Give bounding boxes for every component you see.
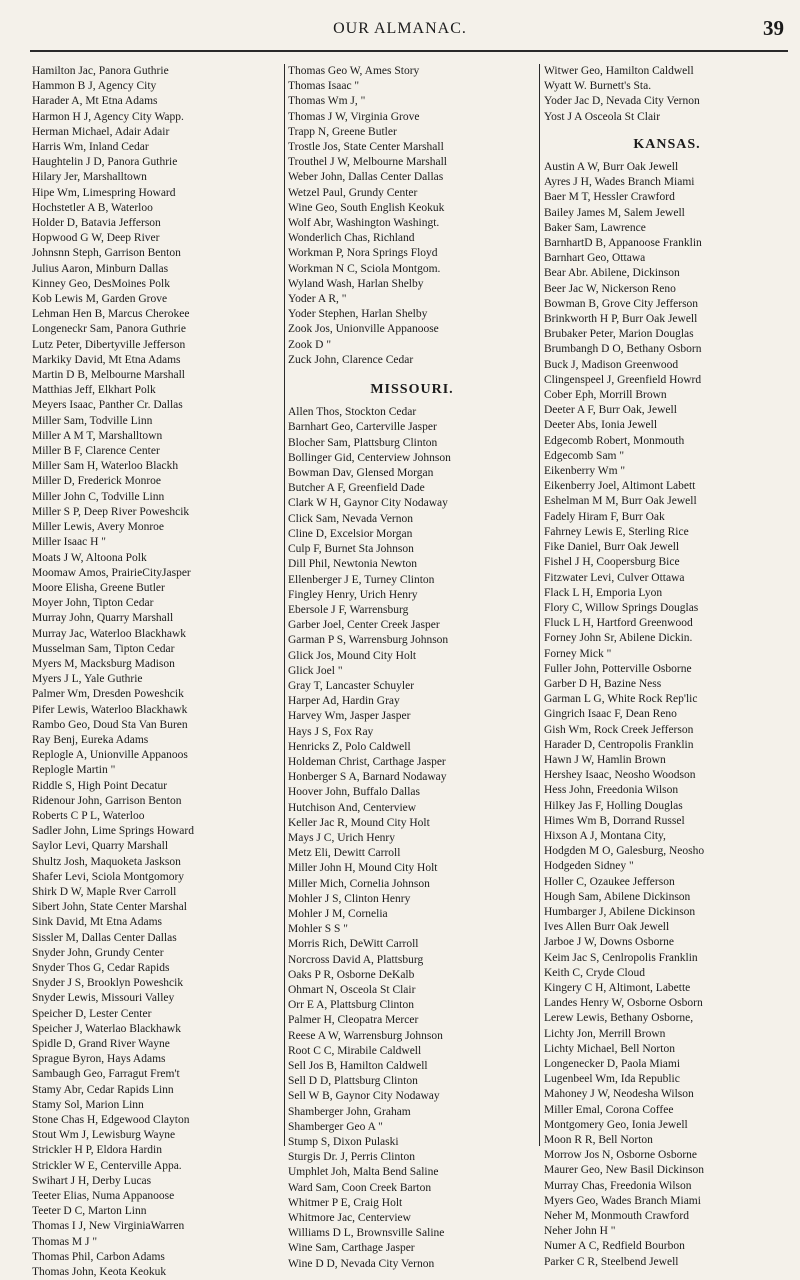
list-item: Hess John, Freedonia Wilson <box>544 784 679 797</box>
list-item: Lichty Jon, Merrill Brown <box>544 1027 666 1040</box>
list-item: Hipe Wm, Limespring Howard <box>32 186 176 199</box>
list-item: Replogle A, Unionville Appanoos <box>32 749 188 762</box>
list-item: Moore Elisha, Greene Butler <box>32 581 165 594</box>
list-item: Mohler S S " <box>288 923 348 936</box>
list-item: Wolf Abr, Washington Washingt. <box>288 217 440 230</box>
list-item: Sink David, Mt Etna Adams <box>32 916 163 929</box>
list-item: Teeter Elias, Numa Appanoose <box>32 1190 175 1203</box>
list-item: Shultz Josh, Maquoketa Jaskson <box>32 855 181 868</box>
list-item: Shirk D W, Maple Rver Carroll <box>32 885 177 898</box>
list-item: Wyatt W. Burnett's Sta. <box>544 80 652 93</box>
page-title: OUR ALMANAC. <box>333 20 467 37</box>
list-item: Miller John H, Mound City Holt <box>288 862 438 875</box>
list-item: Trouthel J W, Melbourne Marshall <box>288 156 447 169</box>
list-item: Gray T, Lancaster Schuyler <box>288 679 415 692</box>
list-item: Mohler J M, Cornelia <box>288 907 388 920</box>
list-item: Hodgeden Sidney " <box>544 860 634 873</box>
list-item: Brumbangh D O, Bethany Osborn <box>544 343 702 356</box>
list-item: Murray Chas, Freedonia Wilson <box>544 1179 692 1192</box>
list-item: Miller S P, Deep River Poweshcik <box>32 505 190 518</box>
list-item: Kob Lewis M, Garden Grove <box>32 293 168 306</box>
list-item: Thomas John, Keota Keokuk <box>32 1266 167 1279</box>
list-item: Maurer Geo, New Basil Dickinson <box>544 1164 705 1177</box>
list-item: Bowman Dav, Glensed Morgan <box>288 467 434 480</box>
list-item: Yoder A R, " <box>288 293 347 306</box>
list-item: Allen Thos, Stockton Cedar <box>288 406 417 419</box>
list-item: Sell W B, Gaynor City Nodaway <box>288 1090 440 1103</box>
list-item: Clark W H, Gaynor City Nodaway <box>288 497 448 510</box>
list-item: Fluck L H, Hartford Greenwood <box>544 617 693 630</box>
list-item: Miller Emal, Corona Coffee <box>544 1103 674 1116</box>
list-item: Thomas J W, Virginia Grove <box>288 110 420 123</box>
list-item: Ridenour John, Garrison Benton <box>32 794 182 807</box>
list-item: Hixson A J, Montana City, <box>544 829 666 842</box>
list-item: Harmon H J, Agency City Wapp. <box>32 110 184 123</box>
list-item: Kinney Geo, DesMoines Polk <box>32 277 170 290</box>
list-item: BarnhartD B, Appanoose Franklin <box>544 237 702 250</box>
list-item: Hays J S, Fox Ray <box>288 725 374 738</box>
list-item: Ward Sam, Coon Creek Barton <box>288 1181 432 1194</box>
list-item: Snyder Thos G, Cedar Rapids <box>32 961 170 974</box>
list-item: Hodgden M O, Galesburg, Neosho <box>544 845 705 858</box>
list-item: Williams D L, Brownsville Saline <box>288 1227 445 1240</box>
list-item: Flory C, Willow Springs Douglas <box>544 601 699 614</box>
list-item: Roberts C P L, Waterloo <box>32 809 145 822</box>
list-item: Longeneckr Sam, Panora Guthrie <box>32 323 186 336</box>
list-item: Musselman Sam, Tipton Cedar <box>32 642 175 655</box>
list-item: Garber Joel, Center Creek Jasper <box>288 619 440 632</box>
list-item: Martin D B, Melbourne Marshall <box>32 369 185 382</box>
list-item: Pifer Lewis, Waterloo Blackhawk <box>32 703 188 716</box>
list-item: Jarboe J W, Downs Osborne <box>544 936 675 949</box>
list-item: Keim Jac S, Cenlropolis Franklin <box>544 951 698 964</box>
list-item: Kingery C H, Altimont, Labette <box>544 981 691 994</box>
list-item: Moats J W, Altoona Polk <box>32 551 147 564</box>
list-item: Hawn J W, Hamlin Brown <box>544 753 666 766</box>
list-item: Sprague Byron, Hays Adams <box>32 1053 166 1066</box>
list-item: Metz Eli, Dewitt Carroll <box>288 847 401 860</box>
list-item: Longenecker D, Paola Miami <box>544 1058 681 1070</box>
entry-list <box>544 160 790 1270</box>
list-item: Hopwood G W, Deep River <box>32 232 160 245</box>
list-item: Fitzwater Levi, Culver Ottawa <box>544 571 685 584</box>
list-item: Fingley Henry, Urich Henry <box>288 588 418 601</box>
list-item: Wetzel Paul, Grundy Center <box>288 186 418 199</box>
list-item: Neher M, Monmouth Crawford <box>544 1210 690 1223</box>
list-item: Fuller John, Potterville Osborne <box>544 662 692 675</box>
list-item: Deeter A F, Burr Oak, Jewell <box>544 404 677 417</box>
list-item: Fahrney Lewis E, Sterling Rice <box>544 525 689 538</box>
list-item: Julius Aaron, Minburn Dallas <box>32 262 169 275</box>
list-item: Murray John, Quarry Marshall <box>32 612 174 625</box>
list-item: Speicher J, Waterlao Blackhawk <box>32 1022 181 1035</box>
list-item: Trostle Jos, State Center Marshall <box>288 141 444 154</box>
list-item: Moomaw Amos, PrairieCityJasper <box>32 566 191 579</box>
list-item: Harris Wm, Inland Cedar <box>32 141 149 154</box>
list-item: Wine Geo, South English Keokuk <box>288 201 445 214</box>
list-item: Oaks P R, Osborne DeKalb <box>288 968 415 981</box>
list-item: Holdeman Christ, Carthage Jasper <box>288 755 446 768</box>
list-item: Miller Mich, Cornelia Johnson <box>288 877 430 890</box>
list-item: Umphlet Joh, Malta Bend Saline <box>288 1166 439 1179</box>
entry-list <box>544 64 790 125</box>
list-item: Stamy Sol, Marion Linn <box>32 1098 144 1111</box>
list-item: Sell D D, Plattsburg Clinton <box>288 1075 418 1088</box>
section-heading-missouri: MISSOURI. <box>370 382 454 398</box>
list-item: Miller Sam, Todville Linn <box>32 414 153 427</box>
list-item: Thomas M J " <box>32 1235 98 1248</box>
list-item: Eikenberry Wm " <box>544 465 626 478</box>
list-item: Thomas Isaac " <box>288 80 360 93</box>
list-item: Lerew Lewis, Bethany Osborne, <box>544 1012 694 1025</box>
list-item: Cline D, Excelsior Morgan <box>288 527 413 540</box>
list-item: Palmer Wm, Dresden Poweshcik <box>32 688 184 701</box>
list-item: Wine Sam, Carthage Jasper <box>288 1242 415 1255</box>
column-divider <box>284 64 285 1146</box>
list-item: Clingenspeel J, Greenfield Howrd <box>544 373 702 386</box>
list-item: Sambaugh Geo, Farragut Frem't <box>32 1068 180 1081</box>
list-item: Lehman Hen B, Marcus Cherokee <box>32 308 190 321</box>
list-item: Thomas Wm J, " <box>288 95 366 108</box>
column-divider <box>539 64 540 1146</box>
list-item: Humbarger J, Abilene Dickinson <box>544 905 696 918</box>
list-item: Matthias Jeff, Elkhart Polk <box>32 384 156 397</box>
list-item: Forney John Sr, Abilene Dickin. <box>544 632 693 645</box>
list-item: Ebersole J F, Warrensburg <box>288 603 409 616</box>
list-item: Lichty Michael, Bell Norton <box>544 1042 675 1055</box>
list-item: Whitmore Jac, Centerview <box>288 1212 411 1225</box>
list-item: Eikenberry Joel, Altimont Labett <box>544 480 696 493</box>
list-item: Saylor Levi, Quarry Marshall <box>32 840 169 853</box>
list-item: Yoder Jac D, Nevada City Vernon <box>544 95 700 108</box>
list-item: Buck J, Madison Greenwood <box>544 358 679 371</box>
list-item: Brubaker Peter, Marion Douglas <box>544 328 694 341</box>
list-item: Austin A W, Burr Oak Jewell <box>544 161 679 174</box>
list-item: Miller Sam H, Waterloo Blackh <box>32 460 179 473</box>
list-item: Wyland Wash, Harlan Shelby <box>288 277 424 290</box>
header-rule <box>30 50 788 52</box>
list-item: Moyer John, Tipton Cedar <box>32 597 154 610</box>
list-item: Harper Ad, Hardin Gray <box>288 695 400 708</box>
list-item: Harader A, Mt Etna Adams <box>32 95 158 108</box>
list-item: Whitmer P E, Craig Holt <box>288 1196 403 1209</box>
list-item: Thomas I J, New VirginiaWarren <box>32 1220 185 1233</box>
list-item: Beer Jac W, Nickerson Reno <box>544 282 676 295</box>
list-item: Harader D, Centropolis Franklin <box>544 738 694 751</box>
list-item: Hamilton Jac, Panora Guthrie <box>32 65 169 77</box>
list-item: Morrow Jos N, Osborne Osborne <box>544 1149 697 1162</box>
list-item: Neher John H " <box>544 1225 616 1238</box>
column-2 <box>288 64 536 1270</box>
list-item: Keith C, Cryde Cloud <box>544 966 645 979</box>
page-number: 39 <box>763 16 784 40</box>
list-item: Stamy Abr, Cedar Rapids Linn <box>32 1083 174 1096</box>
list-item: Miller John C, Todville Linn <box>32 490 165 503</box>
list-item: Hilary Jer, Marshalltown <box>32 171 147 184</box>
list-item: Harvey Wm, Jasper Jasper <box>288 710 411 723</box>
list-item: Ohmart N, Osceola St Clair <box>288 983 416 996</box>
list-item: Strickler H P, Eldora Hardin <box>32 1144 162 1157</box>
list-item: Teeter D C, Marton Linn <box>32 1205 147 1218</box>
list-item: Dill Phil, Newtonia Newton <box>288 558 418 571</box>
list-item: Snyder John, Grundy Center <box>32 946 164 959</box>
list-item: Rambo Geo, Doud Sta Van Buren <box>32 718 188 731</box>
list-item: Mohler J S, Clinton Henry <box>288 892 411 905</box>
list-item: Miller B F, Clarence Center <box>32 445 160 458</box>
list-item: Lugenbeel Wm, Ida Republic <box>544 1073 680 1086</box>
list-item: Brinkworth H P, Burr Oak Jewell <box>544 313 698 326</box>
list-item: Palmer H, Cleopatra Mercer <box>288 1014 419 1027</box>
list-item: Bowman B, Grove City Jefferson <box>544 297 699 310</box>
list-item: Myers M, Macksburg Madison <box>32 657 175 670</box>
list-item: Holder D, Batavia Jefferson <box>32 217 161 230</box>
list-item: Blocher Sam, Plattsburg Clinton <box>288 436 438 449</box>
list-item: Gish Wm, Rock Creek Jefferson <box>544 723 694 736</box>
list-item: Keller Jac R, Mound City Holt <box>288 816 430 829</box>
list-item: Eshelman M M, Burr Oak Jewell <box>544 495 697 508</box>
list-item: Hilkey Jas F, Holling Douglas <box>544 799 683 812</box>
list-item: Morris Rich, DeWitt Carroll <box>288 938 419 951</box>
list-item: Fadely Hiram F, Burr Oak <box>544 510 665 523</box>
list-item: Wine D D, Nevada City Vernon <box>288 1257 435 1270</box>
list-item: Herman Michael, Adair Adair <box>32 125 170 138</box>
list-item: Fishel J H, Coopersburg Bice <box>544 556 680 569</box>
list-item: Witwer Geo, Hamilton Caldwell <box>544 65 694 77</box>
list-item: Gingrich Isaac F, Dean Reno <box>544 708 677 721</box>
list-item: Replogle Martin " <box>32 764 116 777</box>
list-item: Baer M T, Hessler Crawford <box>544 191 675 204</box>
list-item: Speicher D, Lester Center <box>32 1007 152 1020</box>
list-item: Ray Benj, Eureka Adams <box>32 733 149 746</box>
list-item: Bear Abr. Abilene, Dickinson <box>544 267 680 280</box>
list-item: Thomas Phil, Carbon Adams <box>32 1250 165 1263</box>
list-item: Reese A W, Warrensburg Johnson <box>288 1029 443 1042</box>
list-item: Parker C R, Steelbend Jewell <box>544 1255 679 1268</box>
list-item: Landes Henry W, Osborne Osborn <box>544 997 703 1010</box>
list-item: Orr E A, Plattsburg Clinton <box>288 999 414 1012</box>
entry-list <box>288 64 536 368</box>
list-item: Flack L H, Emporia Lyon <box>544 586 663 599</box>
list-item: Sell Jos B, Hamilton Caldwell <box>288 1060 428 1072</box>
list-item: Hochstetler A B, Waterloo <box>32 201 153 214</box>
list-item: Thomas Geo W, Ames Story <box>288 65 420 77</box>
list-item: Myers Geo, Wades Branch Miami <box>544 1194 701 1207</box>
list-item: Markiky David, Mt Etna Adams <box>32 353 181 366</box>
list-item: Johnsnn Steph, Garrison Benton <box>32 247 181 260</box>
list-item: Garman P S, Warrensburg Johnson <box>288 634 449 647</box>
list-item: Sadler John, Lime Springs Howard <box>32 825 194 838</box>
list-item: Sissler M, Dallas Center Dallas <box>32 931 177 944</box>
list-item: Forney Mick " <box>544 647 612 660</box>
list-item: Mahoney J W, Neodesha Wilson <box>544 1088 694 1101</box>
list-item: Culp F, Burnet Sta Johnson <box>288 543 414 556</box>
list-item: Weber John, Dallas Center Dallas <box>288 171 444 184</box>
list-item: Sturgis Dr. J, Perris Clinton <box>288 1151 415 1164</box>
list-item: Garber D H, Bazine Ness <box>544 677 662 690</box>
list-item: Stout Wm J, Lewisburg Wayne <box>32 1129 176 1142</box>
list-item: Workman N C, Sciola Montgom. <box>288 262 441 275</box>
list-item: Numer A C, Redfield Bourbon <box>544 1240 685 1253</box>
list-item: Glick Jos, Mound City Holt <box>288 649 417 662</box>
list-item: Shamberger John, Graham <box>288 1105 411 1118</box>
list-item: Click Sam, Nevada Vernon <box>288 512 413 525</box>
list-item: Stone Chas H, Edgewood Clayton <box>32 1114 190 1127</box>
list-item: Swihart J H, Derby Lucas <box>32 1174 152 1187</box>
list-item: Ayres J H, Wades Branch Miami <box>544 176 695 189</box>
list-item: Hammon B J, Agency City <box>32 80 157 93</box>
list-item: Barnhart Geo, Ottawa <box>544 252 646 265</box>
list-item: Himes Wm B, Dorrand Russel <box>544 814 685 827</box>
list-item: Shamberger Geo A " <box>288 1120 383 1133</box>
list-item: Butcher A F, Greenfield Dade <box>288 482 425 495</box>
list-item: Snyder Lewis, Missouri Valley <box>32 992 175 1005</box>
list-item: Edgecomb Sam " <box>544 449 625 462</box>
list-item: Sibert John, State Center Marshal <box>32 901 187 914</box>
list-item: Bollinger Gid, Centerview Johnson <box>288 451 451 464</box>
list-item: Glick Joel " <box>288 664 343 677</box>
list-item: Honberger S A, Barnard Nodaway <box>288 771 447 784</box>
column-3 <box>544 64 790 1268</box>
list-item: Myers J L, Yale Guthrie <box>32 673 143 686</box>
entry-list <box>288 405 536 1272</box>
list-item: Cober Eph, Morrill Brown <box>544 389 667 402</box>
list-item: Hershey Isaac, Neosho Woodson <box>544 769 696 782</box>
list-item: Henricks Z, Polo Caldwell <box>288 740 411 753</box>
list-item: Spidle D, Grand River Wayne <box>32 1038 170 1050</box>
list-item: Hutchison And, Centerview <box>288 801 417 814</box>
list-item: Lutz Peter, Dibertyville Jefferson <box>32 338 186 351</box>
list-item: Meyers Isaac, Panther Cr. Dallas <box>32 399 183 412</box>
list-item: Deeter Abs, Ionia Jewell <box>544 419 658 432</box>
list-item: Garman L G, White Rock Rep'lic <box>544 693 698 706</box>
list-item: Shafer Levi, Sciola Montgomory <box>32 870 185 883</box>
list-item: Miller Lewis, Avery Monroe <box>32 521 165 534</box>
list-item: Root C C, Mirabile Caldwell <box>288 1044 422 1057</box>
list-item: Miller A M T, Marshalltown <box>32 429 163 442</box>
list-item: Murray Jac, Waterloo Blackhawk <box>32 627 187 640</box>
list-item: Baker Sam, Lawrence <box>544 221 646 234</box>
list-item: Montgomery Geo, Ionia Jewell <box>544 1118 688 1131</box>
list-item: Strickler W E, Centerville Appa. <box>32 1159 182 1172</box>
list-item: Norcross David A, Plattsburg <box>288 953 424 966</box>
list-item: Miller D, Frederick Monroe <box>32 475 162 488</box>
list-item: Fike Daniel, Burr Oak Jewell <box>544 541 680 554</box>
list-item: Zuck John, Clarence Cedar <box>288 353 414 366</box>
running-head <box>0 16 800 42</box>
list-item: Haughtelin J D, Panora Guthrie <box>32 156 178 169</box>
list-item: Mays J C, Urich Henry <box>288 831 395 844</box>
list-item: Yoder Stephen, Harlan Shelby <box>288 308 428 321</box>
list-item: Zook Jos, Unionville Appanoose <box>288 323 439 336</box>
list-item: Holler C, Ozaukee Jefferson <box>544 875 675 888</box>
list-item: Barnhart Geo, Carterville Jasper <box>288 421 437 434</box>
list-item: Wonderlich Chas, Richland <box>288 232 415 245</box>
list-item: Moon R R, Bell Norton <box>544 1134 653 1147</box>
entry-list <box>32 64 280 1280</box>
section-heading-kansas: KANSAS. <box>633 136 701 152</box>
list-item: Zook D " <box>288 338 332 351</box>
list-item: Hoover John, Buffalo Dallas <box>288 786 421 799</box>
list-item: Ellenberger J E, Turney Clinton <box>288 573 435 586</box>
list-item: Ives Allen Burr Oak Jewell <box>544 921 670 934</box>
column-1 <box>32 64 280 1279</box>
list-item: Riddle S, High Point Decatur <box>32 779 168 792</box>
list-item: Stump S, Dixon Pulaski <box>288 1136 399 1149</box>
list-item: Workman P, Nora Springs Floyd <box>288 247 438 260</box>
list-item: Bailey James M, Salem Jewell <box>544 206 685 219</box>
list-item: Yost J A Osceola St Clair <box>544 110 661 123</box>
list-item: Edgecomb Robert, Monmouth <box>544 434 685 447</box>
list-item: Trapp N, Greene Butler <box>288 125 397 138</box>
list-item: Snyder J S, Brooklyn Poweshcik <box>32 977 184 990</box>
list-item: Hough Sam, Abilene Dickinson <box>544 890 691 903</box>
list-item: Miller Isaac H " <box>32 536 106 549</box>
